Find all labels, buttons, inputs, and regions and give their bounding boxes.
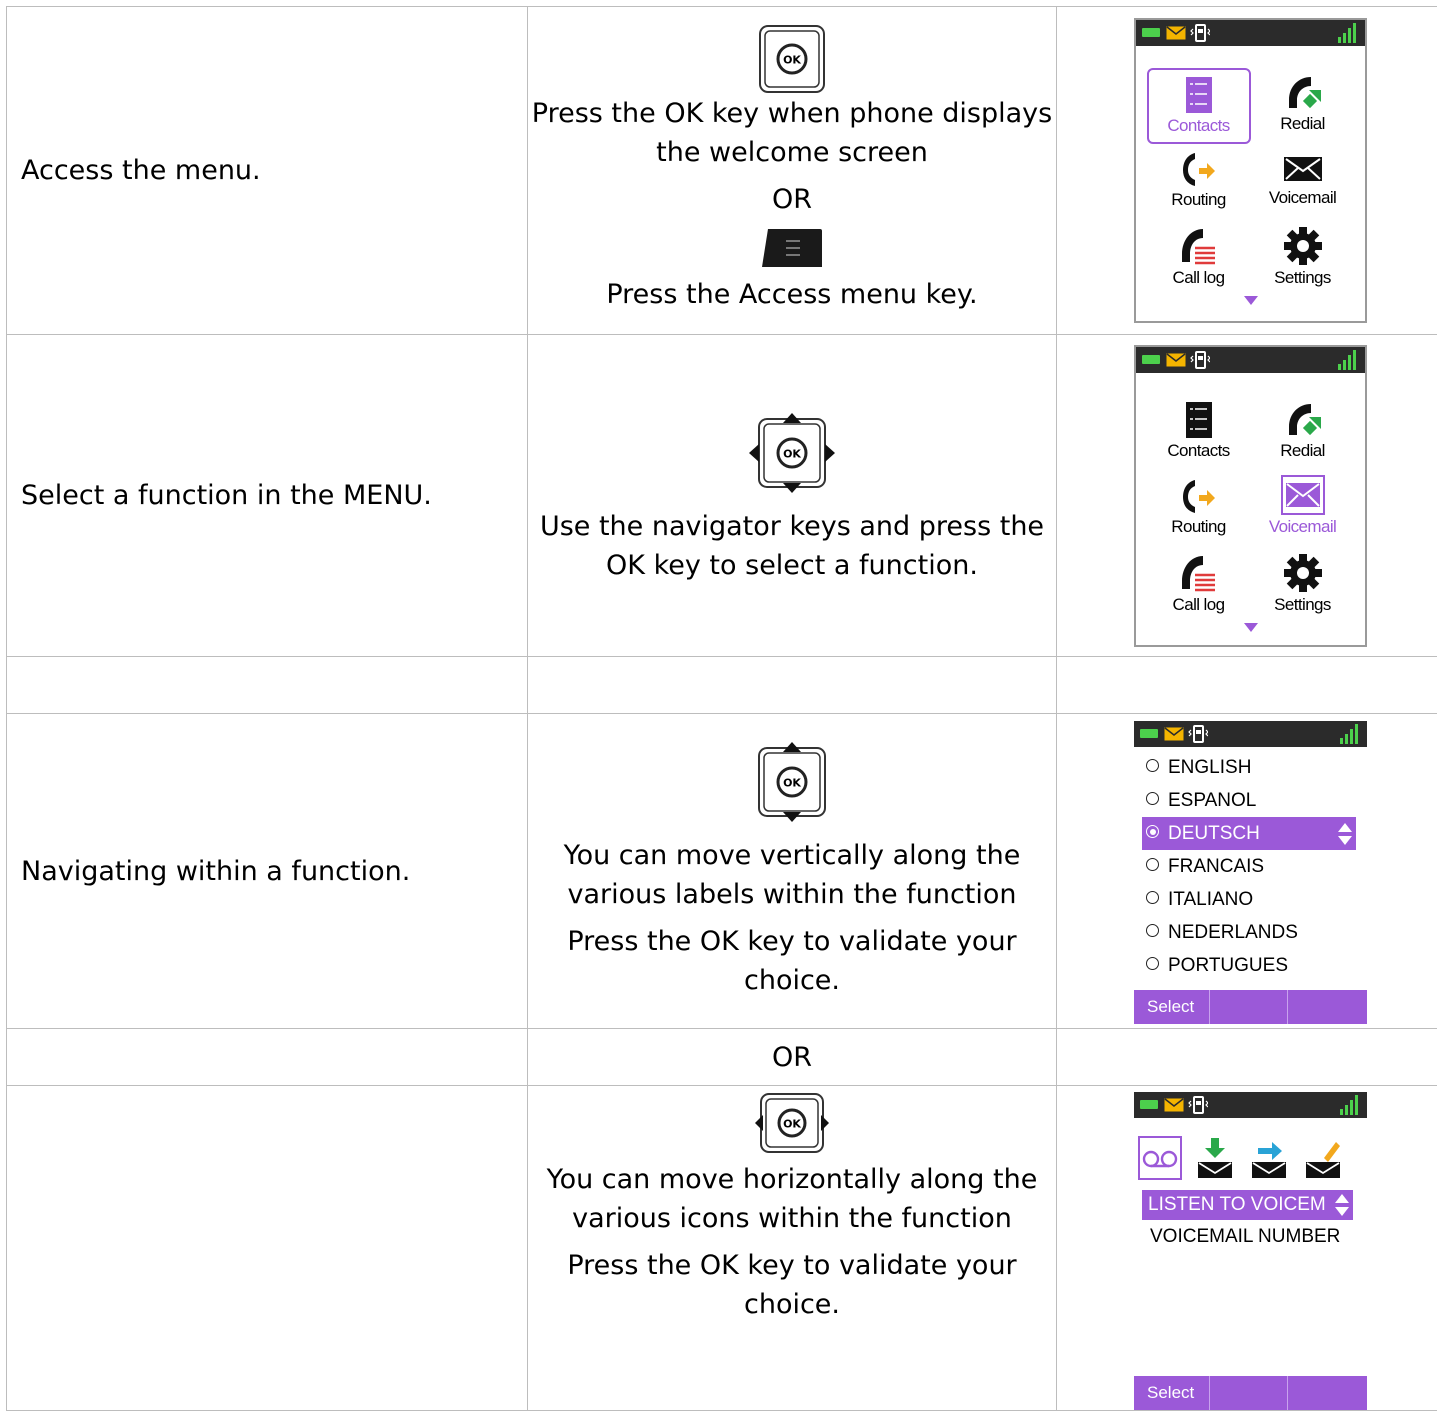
menu-item-routing[interactable]: Routing [1147, 471, 1251, 547]
screen-cell [1057, 7, 1437, 335]
softkey-empty[interactable] [1288, 1376, 1367, 1410]
list-item[interactable]: FRANCAIS [1146, 850, 1367, 883]
screen-cell [1057, 335, 1437, 657]
call-log-icon [1177, 226, 1221, 266]
menu-grid [1136, 395, 1365, 623]
softkey-empty[interactable] [1210, 990, 1288, 1024]
softkey-select[interactable]: Select [1134, 1376, 1210, 1410]
scroll-down-icon [1244, 623, 1258, 632]
phone-screen-menu [1134, 18, 1367, 323]
menu-key-icon [760, 227, 824, 269]
scroll-down-icon [1244, 296, 1258, 305]
or-text: OR [528, 180, 1056, 219]
table-row [7, 1086, 1437, 1411]
signal-icon [1337, 350, 1359, 370]
list-item[interactable]: ESPANOL [1146, 784, 1367, 817]
menu-item-redial[interactable]: Redial [1251, 395, 1355, 471]
menu-item-settings[interactable]: Settings [1251, 547, 1355, 623]
radio-icon [1146, 957, 1159, 970]
redial-icon [1281, 74, 1325, 112]
vibrate-icon [1190, 24, 1210, 42]
gear-icon [1283, 553, 1323, 593]
redial-icon [1281, 401, 1325, 439]
vibrate-icon [1188, 1096, 1208, 1114]
menu-item-routing[interactable]: Routing [1147, 144, 1251, 220]
edit-mail-icon[interactable] [1302, 1136, 1344, 1180]
menu-item-call-log[interactable]: Call log [1147, 547, 1251, 623]
instruction-text: Press the OK key to validate your choice. [528, 922, 1056, 1000]
signal-icon [1339, 724, 1361, 744]
envelope-icon [1166, 26, 1186, 40]
voicemail-list [1134, 1180, 1367, 1254]
phone-screen-menu-voicemail [1134, 345, 1367, 647]
table-row-empty [7, 657, 1437, 714]
instruction-text: You can move horizontally along the various icons within the function [528, 1160, 1056, 1238]
call-log-icon [1177, 553, 1221, 593]
list-item[interactable]: PORTUGUES [1146, 949, 1367, 982]
menu-item-voicemail[interactable]: Voicemail [1251, 471, 1355, 547]
forward-mail-icon[interactable] [1248, 1136, 1290, 1180]
radio-icon [1146, 924, 1159, 937]
download-mail-icon[interactable] [1194, 1136, 1236, 1180]
instruction-text: Press the Access menu key. [528, 275, 1056, 314]
navigator-4way-icon [749, 413, 835, 493]
battery-icon [1142, 355, 1160, 364]
status-bar [1136, 20, 1365, 46]
envelope-icon [1166, 353, 1186, 367]
list-item-selected[interactable]: DEUTSCH [1142, 817, 1356, 850]
voicemail-icon [1283, 154, 1323, 184]
softkey-select[interactable]: Select [1134, 990, 1210, 1024]
up-down-arrow-icon [1338, 823, 1352, 845]
battery-icon [1142, 28, 1160, 37]
action-cell: Select a function in the MENU. [7, 335, 528, 657]
list-item[interactable]: ENGLISH [1146, 751, 1367, 784]
list-item[interactable]: NEDERLANDS [1146, 916, 1367, 949]
instruction-text: Use the navigator keys and press the OK key to select a function. [528, 507, 1056, 585]
menu-item-redial[interactable]: Redial [1251, 68, 1355, 144]
list-item[interactable]: ITALIANO [1146, 883, 1367, 916]
routing-icon [1179, 150, 1219, 188]
navigator-horizontal-icon [755, 1092, 829, 1154]
menu-item-contacts[interactable]: Contacts [1147, 395, 1251, 471]
table-row [7, 335, 1437, 657]
voicemail-icon [1281, 475, 1325, 515]
instruction-cell [528, 7, 1057, 335]
listen-voicemail-icon[interactable] [1138, 1136, 1182, 1180]
routing-icon [1179, 477, 1219, 515]
svg-text:OK: OK [783, 777, 801, 790]
screen-cell [1057, 1086, 1437, 1411]
radio-icon [1146, 792, 1159, 805]
envelope-icon [1164, 727, 1184, 741]
instruction-cell [528, 1086, 1057, 1411]
table-row [7, 7, 1437, 335]
svg-text:OK: OK [783, 53, 801, 66]
instruction-cell [528, 335, 1057, 657]
svg-text:OK: OK [783, 447, 801, 460]
softkey-empty[interactable] [1210, 1376, 1288, 1410]
phone-screen-language [1134, 721, 1367, 1021]
list-item[interactable]: VOICEMAIL NUMBER [1142, 1220, 1367, 1254]
action-cell: Navigating within a function. [7, 714, 528, 1029]
up-down-arrow-icon [1335, 1194, 1349, 1216]
radio-icon [1146, 891, 1159, 904]
radio-icon [1146, 759, 1159, 772]
or-separator: OR [528, 1029, 1057, 1086]
gear-icon [1283, 226, 1323, 266]
instruction-text: Press the OK key when phone displays the welcome screen [528, 94, 1056, 172]
navigator-vertical-icon [757, 742, 827, 822]
status-bar [1136, 347, 1365, 373]
menu-item-call-log[interactable]: Call log [1147, 220, 1251, 296]
status-bar [1134, 1092, 1367, 1118]
vibrate-icon [1188, 725, 1208, 743]
signal-icon [1337, 23, 1359, 43]
radio-icon [1146, 858, 1159, 871]
menu-grid [1136, 68, 1365, 296]
softkey-empty[interactable] [1288, 990, 1367, 1024]
action-cell: Access the menu. [7, 7, 528, 335]
softkey-bar [1134, 990, 1367, 1024]
instruction-cell [528, 714, 1057, 1029]
radio-selected-icon [1146, 825, 1159, 838]
instruction-table [6, 6, 1437, 1411]
table-row [7, 714, 1437, 1029]
instruction-text: Press the OK key to validate your choice. [528, 1246, 1056, 1324]
list-item-selected[interactable]: LISTEN TO VOICEM [1142, 1190, 1353, 1220]
menu-item-contacts[interactable]: Contacts [1147, 68, 1251, 144]
softkey-bar [1134, 1376, 1367, 1410]
menu-item-voicemail[interactable]: Voicemail [1251, 144, 1355, 220]
svg-text:OK: OK [783, 1118, 801, 1131]
envelope-icon [1164, 1098, 1184, 1112]
signal-icon [1339, 1095, 1361, 1115]
contacts-icon [1185, 401, 1213, 439]
voicemail-icon-row [1134, 1118, 1367, 1180]
phone-screen-voicemail [1134, 1092, 1367, 1410]
ok-key-icon [758, 24, 826, 94]
battery-icon [1140, 1100, 1158, 1109]
contacts-icon [1185, 76, 1213, 114]
status-bar [1134, 721, 1367, 747]
instruction-text: You can move vertically along the various labels within the function [528, 836, 1056, 914]
battery-icon [1140, 729, 1158, 738]
language-list [1134, 747, 1367, 982]
menu-item-settings[interactable]: Settings [1251, 220, 1355, 296]
vibrate-icon [1190, 351, 1210, 369]
screen-cell [1057, 714, 1437, 1029]
table-row [7, 1029, 1437, 1086]
